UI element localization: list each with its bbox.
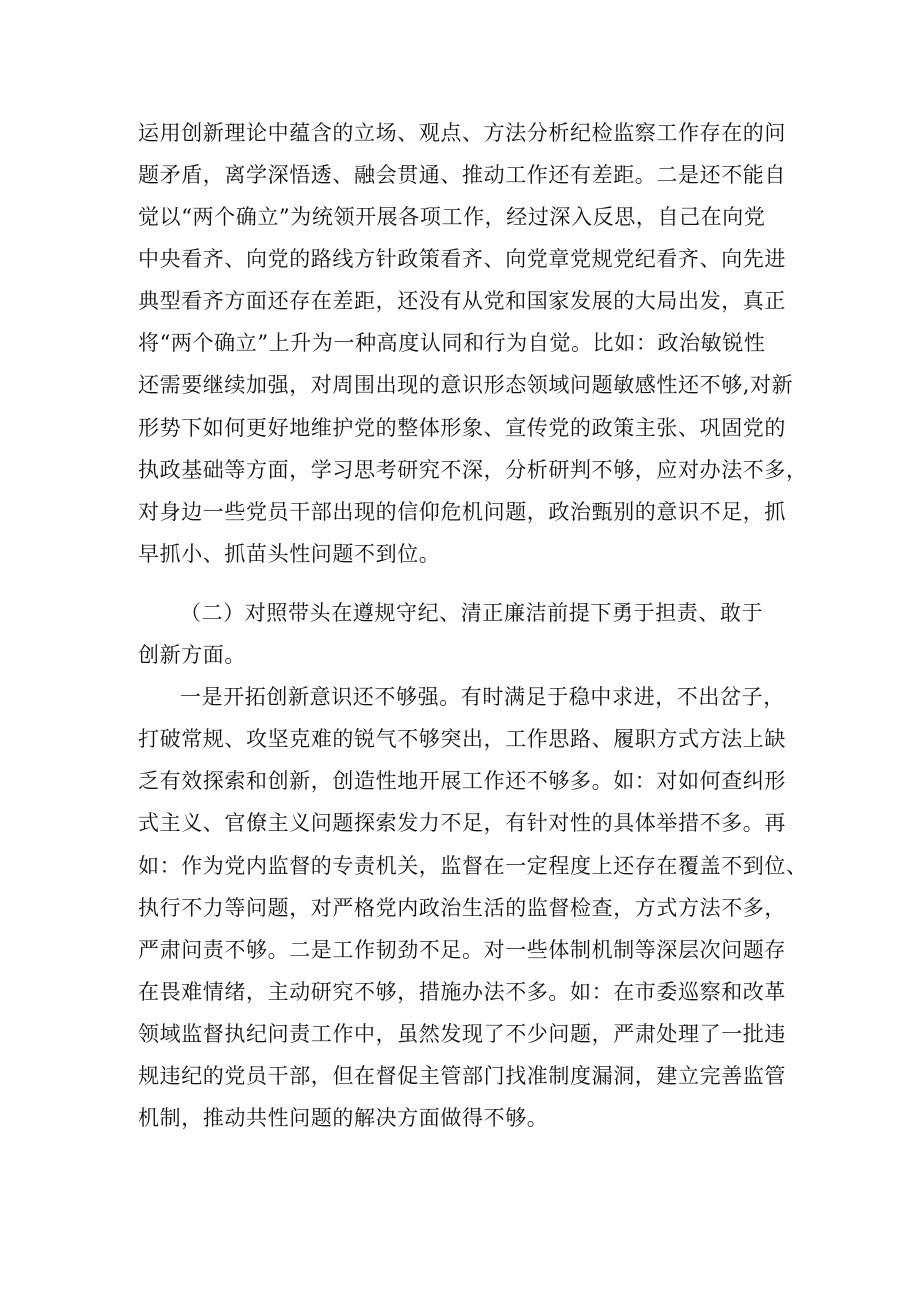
text-line: 在畏难情绪，主动研究不够，措施办法不多。如：在市委巡察和改革: [138, 980, 786, 1004]
text-line: 严肃问责不够。二是工作韧劲不足。对一些体制机制等深层次问题存: [138, 938, 786, 962]
text-line: 执行不力等问题，对严格党内政治生活的监督检查，方式方法不多，: [138, 896, 786, 920]
text-line: 早抓小、抓苗头性问题不到位。: [138, 542, 441, 566]
text-line: 执政基础等方面，学习思考研究不深，分析研判不够，应对办法不多，: [138, 458, 808, 482]
text-line: 规违纪的党员干部，但在督促主管部门找准制度漏洞，建立完善监管: [138, 1064, 786, 1088]
text-line: 对身边一些党员干部出现的信仰危机问题，政治甄别的意识不足，抓: [138, 500, 786, 524]
text-line: 式主义、官僚主义问题探索发力不足，有针对性的具体举措不多。再: [138, 811, 786, 835]
section-heading-continued: 创新方面。: [138, 643, 246, 667]
text-line: 典型看齐方面还存在差距，还没有从党和国家发展的大局出发，真正: [138, 289, 786, 313]
text-line: 题矛盾，离学深悟透、融会贯通、推动工作还有差距。二是还不能自: [138, 163, 786, 187]
text-line: 领域监督执纪问责工作中，虽然发现了不少问题，严肃处理了一批违: [138, 1022, 786, 1046]
text-line: 将“两个确立”上升为一种高度认同和行为自觉。比如：政治敏锐性: [138, 331, 766, 355]
paragraph-first-line: 一是开拓创新意识还不够强。有时满足于稳中求进，不出岔子，: [180, 685, 785, 709]
text-line: 打破常规、攻坚克难的锐气不够突出，工作思路、履职方式方法上缺: [138, 727, 786, 751]
text-line: 形势下如何更好地维护党的整体形象、宣传党的政策主张、巩固党的: [138, 416, 786, 440]
section-heading: （二）对照带头在遵规守纪、清正廉洁前提下勇于担责、敢于: [180, 601, 764, 625]
text-line: 如：作为党内监督的专责机关，监督在一定程度上还存在覆盖不到位、: [138, 854, 808, 878]
text-line: 还需要继续加强，对周围出现的意识形态领域问题敏感性还不够,对新: [138, 373, 794, 397]
text-line: 运用创新理论中蕴含的立场、观点、方法分析纪检监察工作存在的问: [138, 121, 786, 145]
text-line: 觉以“两个确立”为统领开展各项工作，经过深入反思，自己在向党: [138, 205, 766, 229]
text-line: 中央看齐、向党的路线方针政策看齐、向党章党规党纪看齐、向先进: [138, 247, 786, 271]
text-line: 机制，推动共性问题的解决方面做得不够。: [138, 1106, 549, 1130]
text-line: 乏有效探索和创新，创造性地开展工作还不够多。如：对如何查纠形: [138, 769, 786, 793]
